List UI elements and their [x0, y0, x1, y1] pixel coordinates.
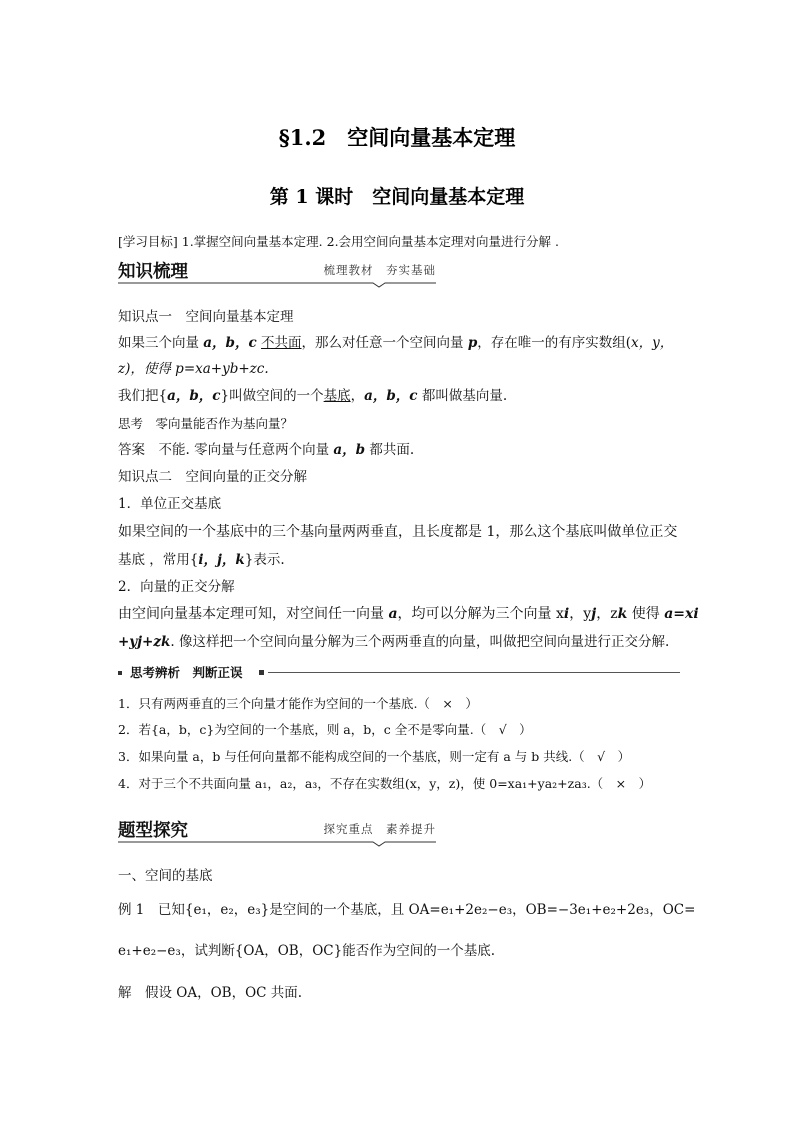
text: }表示.	[244, 552, 285, 568]
kp1-line1	[118, 333, 680, 354]
section-subtitle: 梳理教材 夯实基础	[323, 263, 436, 277]
text: 使得	[627, 606, 665, 622]
text: 都叫做基向量.	[417, 388, 508, 404]
judge-item-1: 1．只有两两垂直的三个向量才能作为空间的一个基底.（ × ）	[118, 696, 478, 711]
text: z)，使得	[118, 361, 176, 377]
kp1-line3	[118, 386, 680, 407]
text: }叫做空间的一个	[220, 388, 324, 404]
section-divider	[118, 282, 436, 288]
example-text: 已知{e₁，e₂，e₃}是空间的一个基底，且 OA=e₁+2e₂−e₃，OB=−3e₁+e₂+2e₃，OC=	[157, 902, 696, 918]
vectors-abc: a，b，c	[364, 388, 418, 404]
section-header-knowledge	[118, 258, 436, 288]
text: ，均可以分解为三个向量 x	[397, 606, 564, 622]
text: 都共面.	[365, 442, 415, 458]
goal-text: 1.掌握空间向量基本定理. 2.会用空间向量基本定理对向量进行分解 .	[181, 234, 559, 249]
vectors-abc: a，b，c	[203, 335, 257, 351]
kp1-heading: 知识点一 空间向量基本定理	[118, 309, 294, 325]
solution-label: 解	[118, 985, 132, 1001]
underlined-term: 基底	[323, 388, 351, 404]
text: ，那么对任意一个空间向量	[301, 335, 468, 351]
square-bullet-icon	[259, 670, 264, 675]
section-subtitle: 探究重点 素养提升	[323, 822, 436, 836]
text: 如果三个向量	[118, 335, 204, 351]
solution-line	[118, 983, 680, 1004]
section-title: 题型探究	[118, 821, 188, 841]
vector-a: a	[388, 606, 398, 622]
text: 基底 ，常用{	[118, 552, 199, 568]
example1-line1	[118, 900, 696, 921]
vectors-abc: a，b，c	[167, 388, 221, 404]
kp2-sub2: 2．向量的正交分解	[118, 579, 235, 595]
kp2-sub1: 1．单位正交基底	[118, 496, 222, 512]
judge-title: 思考辨析 判断正误	[130, 665, 243, 680]
section-divider	[118, 841, 436, 847]
text: ，z	[596, 606, 618, 622]
equation: p=xa+yb+zc.	[175, 361, 269, 377]
learning-goals	[118, 231, 680, 252]
section-header-explore	[118, 817, 436, 847]
text: 我们把{	[118, 388, 168, 404]
text: ，y	[569, 606, 592, 622]
vector-j: j	[591, 606, 597, 622]
vectors-ab: a，b	[333, 442, 366, 458]
vector-k: k	[617, 606, 628, 622]
solution-text: 假设 OA，OB，OC 共面.	[145, 985, 303, 1001]
example1-line2: e₁+e₂−e₃，试判断{OA，OB，OC}能否作为空间的一个基底.	[118, 943, 495, 959]
lesson-title: 第 1 课时 空间向量基本定理	[269, 186, 525, 208]
answer-line	[118, 440, 680, 461]
text: x，y，	[631, 335, 674, 351]
kp2-p1-line1: 如果空间的一个基底中的三个基向量两两垂直，且长度都是 1，那么这个基底叫做单位正交	[118, 524, 678, 540]
kp2-p1-line2	[118, 550, 680, 571]
square-bullet-icon	[118, 671, 122, 675]
goal-label: [学习目标]	[118, 234, 178, 249]
judge-divider	[268, 672, 680, 673]
text: 由空间向量基本定理可知，对空间任一向量	[118, 606, 389, 622]
kp2-p2-line1	[118, 604, 699, 625]
section-title: 知识梳理	[118, 262, 188, 282]
kp2-heading: 知识点二 空间向量的正交分解	[118, 469, 307, 485]
example-label: 例 1	[118, 902, 145, 918]
equation: a=xi	[664, 606, 699, 622]
vectors-ijk: i，j，k	[198, 552, 245, 568]
judge-item-3: 3．如果向量 a，b 与任何向量都不能构成空间的一个基底，则一定有 a 与 b 共线.（ √ ）	[118, 749, 631, 764]
text: ，	[350, 388, 365, 404]
kp2-p2-line2	[118, 632, 680, 653]
vector-i: i	[563, 606, 570, 622]
main-title: §1.2 空间向量基本定理	[278, 125, 516, 150]
kp1-line2	[118, 359, 680, 380]
think-text: 零向量能否作为基向量？	[155, 416, 294, 431]
judge-item-4: 4．对于三个不共面向量 a₁，a₂，a₃，不存在实数组(x，y，z)，使 0=xa₁+ya₂+za₃.（ × ）	[118, 776, 652, 791]
judge-header	[118, 663, 680, 681]
judge-item-2: 2．若{a，b，c}为空间的一个基底，则 a，b，c 全不是零向量.（ √ ）	[118, 722, 532, 737]
text: . 像这样把一个空间向量分解为三个两两垂直的向量，叫做把空间向量进行正交分解.	[170, 634, 670, 650]
think-line	[118, 413, 680, 434]
vector-p: p	[467, 335, 478, 351]
think-label: 思考	[118, 416, 144, 431]
equation: +yj+zk	[118, 634, 171, 650]
text: 不能. 零向量与任意两个向量	[158, 442, 334, 458]
answer-label: 答案	[118, 442, 145, 458]
underlined-term: 不共面	[261, 335, 302, 351]
text: ，存在唯一的有序实数组(	[477, 335, 632, 351]
part1-heading: 一、空间的基底	[118, 868, 213, 884]
